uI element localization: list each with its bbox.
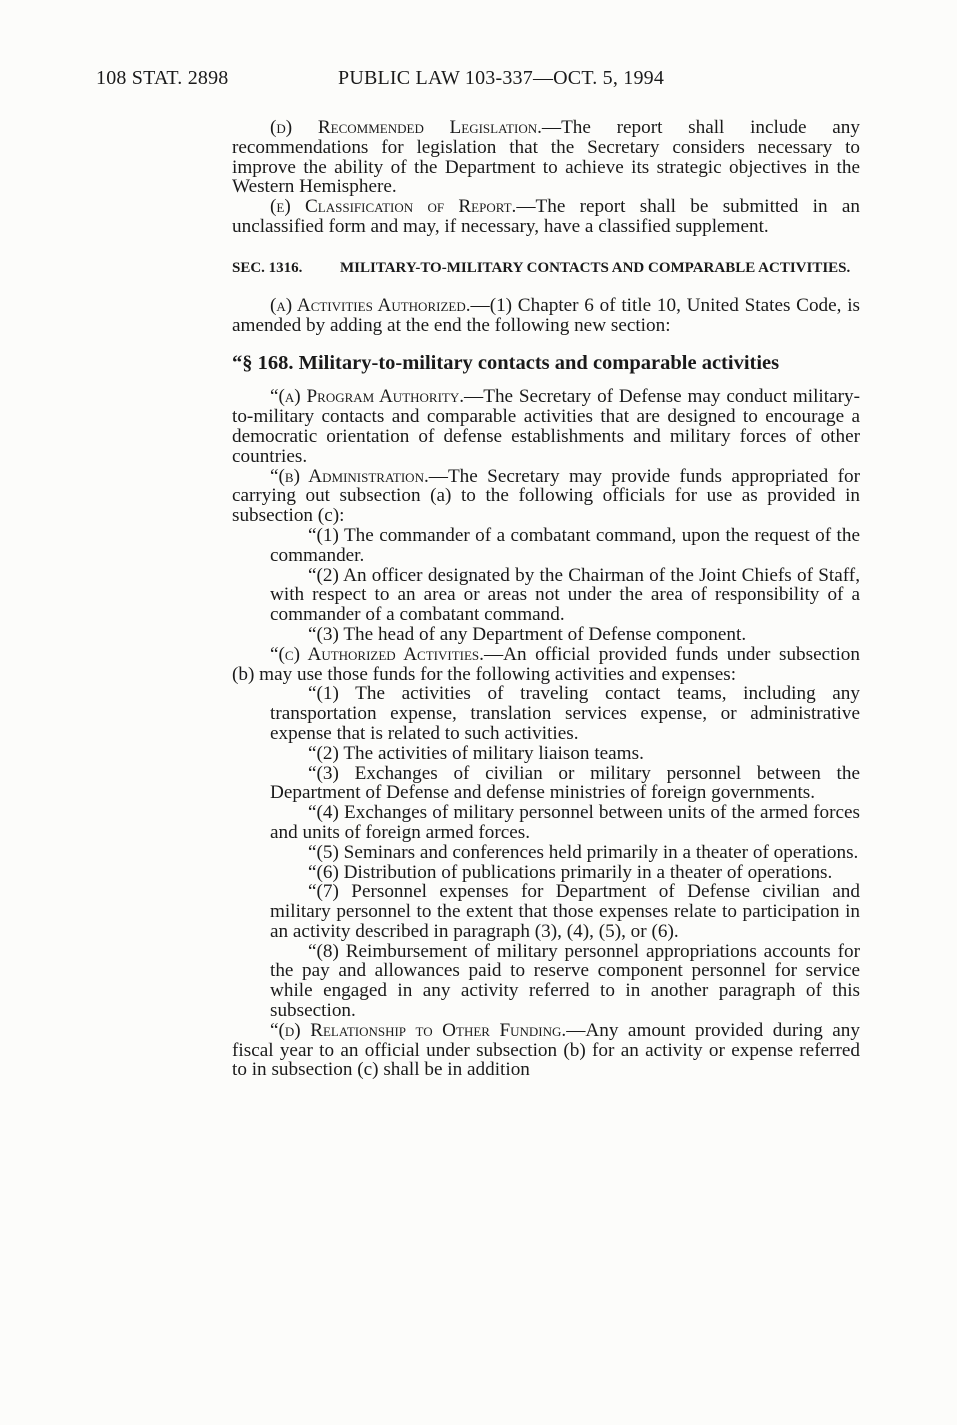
list-item: “(4) Exchanges of military personnel between units of the armed forces and units of foreign armed forces.: [270, 802, 860, 843]
paragraph-classification-of-report: [232, 197, 860, 237]
paragraph-heading: (a) Activities Authorized.: [270, 294, 471, 316]
paragraph-activities-authorized: [232, 296, 860, 336]
stat-page-number: 108 STAT. 2898: [96, 67, 229, 89]
list-item: “(3) The head of any Department of Defense component.: [308, 623, 747, 645]
paragraph-authorized-activities: [232, 645, 860, 685]
paragraph-heading: (e) Classification of Report.: [270, 196, 517, 218]
paragraph-heading: “(d) Relationship to Other Funding.: [270, 1019, 567, 1041]
usc-section-title: Military-to-military contacts and comparable activities: [298, 352, 780, 375]
section-heading: [232, 258, 860, 278]
document-body: [232, 118, 860, 1080]
usc-section-number: “§ 168.: [232, 352, 294, 375]
paragraph-heading: “(b) Administration.: [270, 465, 429, 487]
paragraph-heading: “(c) Authorized Activities.: [270, 643, 484, 665]
list-item: “(2) An officer designated by the Chairman of the Joint Chiefs of Staff, with respect to an area or areas not under the area of responsibility of a commander of a combatant command.: [270, 564, 860, 626]
list-item: “(1) The activities of traveling contact teams, including any transportation expense, translation services expense, or administrative expense that is related to such activities.: [270, 683, 860, 744]
paragraph-program-authority: [232, 387, 860, 466]
list-item: “(2) The activities of military liaison teams.: [308, 742, 644, 764]
paragraph-text: —An official provided funds under subsection (b) may use those funds for the following activities and expenses:: [232, 643, 860, 685]
list-item: “(1) The commander of a combatant command, upon the request of the commander.: [270, 524, 860, 566]
paragraph-text: —The Secretary of Defense may conduct military-to-military contacts and comparable activities that are designed to encourage a democratic orientation of defense establishments and military forces of other countries.: [232, 386, 860, 467]
paragraph-heading: (d) Recommended Legislation.: [270, 117, 542, 138]
list-item: “(6) Distribution of publications primarily in a theater of operations.: [308, 861, 833, 883]
paragraph-relationship-to-other-funding: [232, 1021, 860, 1080]
paragraph-text: —Any amount provided during any fiscal year to an official under subsection (b) for an activity or expense referred to in subsection (c) shall be in addition: [232, 1019, 860, 1081]
paragraph-text: —The report shall be submitted in an unclassified form and may, if necessary, have a classified supplement.: [232, 196, 860, 237]
section-title: MILITARY-TO-MILITARY CONTACTS AND COMPARABLE ACTIVITIES.: [340, 259, 851, 276]
paragraph-text: —The Secretary may provide funds appropriated for carrying out subsection (a) to the following officials for use as provided in subsection (c):: [232, 465, 861, 527]
public-law-citation: PUBLIC LAW 103-337—OCT. 5, 1994: [338, 67, 665, 89]
section-number: SEC. 1316.: [232, 259, 303, 276]
list-item: “(8) Reimbursement of military personnel appropriations accounts for the pay and allowances paid to reserve component personnel for service while engaged in any activity referred to in another paragraph of this subsection.: [270, 940, 860, 1022]
usc-section-heading: [232, 353, 860, 373]
paragraph-text: —The report shall include any recommendations for legislation that the Secretary considers necessary to improve the ability of the Department to achieve its strategic objectives in the Western Hemisphere.: [232, 117, 860, 198]
paragraph-administration: [232, 467, 860, 526]
paragraph-heading: “(a) Program Authority.: [270, 386, 465, 408]
paragraph-text: —(1) Chapter 6 of title 10, United States Code, is amended by adding at the end the following new section:: [232, 294, 860, 336]
list-item: “(5) Seminars and conferences held primarily in a theater of operations.: [308, 841, 859, 863]
list-item: “(3) Exchanges of civilian or military personnel between the Department of Defense and defense ministries of foreign governments.: [270, 762, 860, 804]
paragraph-recommended-legislation: [232, 118, 860, 197]
list-item: “(7) Personnel expenses for Department of Defense civilian and military personnel to the extent that those expenses relate to participation in an activity described in paragraph (3), (4), (5), or (6).: [270, 881, 860, 942]
